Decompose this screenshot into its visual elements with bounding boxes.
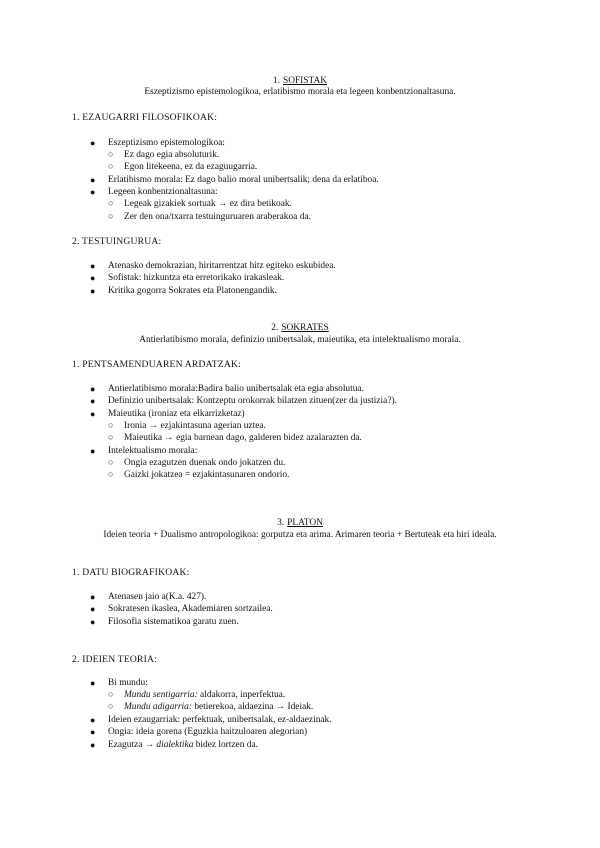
section-title-sokrates: 2. SOKRATES xyxy=(271,323,329,333)
section-name: SOFISTAK xyxy=(282,76,328,86)
section-title-sofistak: 1. SOFISTAK xyxy=(272,76,328,86)
section-subtitle: Eszeptizismo epistemologikoa, erlatibismo morala eta legeen konbentzionaltasuna. xyxy=(144,87,456,97)
heading-datu-biografikoak: 1. DATU BIOGRAFIKOAK: xyxy=(72,567,190,578)
list-datu-biografikoak xyxy=(90,591,550,628)
bullet-icon: ● xyxy=(90,727,96,738)
list-item: ● Bi mundu: ○ Mundu sentigarria: aldakorra, inperfektua. ○ Mundu adigarria: betierekoa, aldaezina → Ideiak. xyxy=(90,677,550,714)
bullet-icon: ● xyxy=(90,384,96,394)
bullet-icon: ○ xyxy=(108,161,114,172)
bullet-icon: ● xyxy=(90,592,96,602)
bullet-icon: ● xyxy=(90,408,96,419)
list-pentsamendua xyxy=(90,383,550,481)
list-item: ● Legeen konbentzionaltasuna: ○ Legeak gizakiek sortuak → ez dira betikoak. ○ Zer den ona/txarra testuinguruaren araberakoa da. xyxy=(90,186,550,223)
list-item: ● Ideien ezaugarriak: perfektuak, unibertsalak, ez-aldaezinak. xyxy=(90,714,332,725)
bullet-icon: ● xyxy=(90,396,96,407)
bullet-icon: ● xyxy=(90,678,96,688)
sub-list-item: ○ Zer den ona/txarra testuinguruaren araberakoa da. xyxy=(108,210,311,222)
bullet-icon: ● xyxy=(90,604,96,615)
list-ezaugarri xyxy=(90,137,550,223)
heading-pentsamendua: 1. PENTSAMENDUAREN ARDATZAK: xyxy=(72,359,241,370)
list-ideien-teoria xyxy=(90,677,550,751)
list-item: ● Intelektualismo morala: ○ Ongia ezagutzen duenak ondo jokatzen du. ○ Gaizki jokatzea = ezjakintasunaren ondorio. xyxy=(90,445,550,482)
list-item: ● Ezagutza → dialektika bidez lortzen da. xyxy=(90,739,258,750)
sub-list-item: ○ Mundu adigarria: betierekoa, aldaezina → Ideiak. xyxy=(108,701,314,713)
list-item: ● Erlatibismo morala: Ez dago balio moral unibertsalik; dena da erlatiboa. xyxy=(90,174,379,185)
sub-list-item: ○ Legeak gizakiek sortuak → ez dira betikoak. xyxy=(108,198,292,210)
sub-list-item: ○ Ez dago egia absoluturik. xyxy=(108,149,220,160)
section-name: SOKRATES xyxy=(281,323,329,333)
bullet-icon: ○ xyxy=(108,432,114,443)
bullet-icon: ● xyxy=(90,285,96,296)
bullet-icon: ● xyxy=(90,616,96,627)
section-subtitle: Ideien teoria + Dualismo antropologikoa: gorputza eta arima. Arimaren teoria + Bertuteak eta hiri ideala. xyxy=(103,530,497,540)
bullet-icon: ○ xyxy=(108,456,114,467)
bullet-icon: ● xyxy=(90,138,96,148)
bullet-icon: ● xyxy=(90,714,96,725)
bullet-icon: ○ xyxy=(108,419,114,430)
sub-list-item: ○ Mundu sentigarria: aldakorra, inperfektua. xyxy=(108,689,286,700)
heading-testuingurua: 2. TESTUINGURUA: xyxy=(72,236,162,247)
list-item: ● Sokratesen ikaslea, Akademiaren sortzailea. xyxy=(90,604,273,615)
sub-list-item: ○ Ongia ezagutzen duenak ondo jokatzen du. xyxy=(108,456,286,468)
bullet-icon: ● xyxy=(90,187,96,198)
list-item: ● Maieutika (ironiaz eta elkarrizketaz) ○ Ironia → ezjakintasuna agerian uztea. ○ Maieutika → egia barnean dago, galderen bidez azalarazten da. xyxy=(90,408,550,445)
sub-list-item: ○ Egon litekeena, ez da ezaguugarria. xyxy=(108,161,258,173)
list-item: ● Atenasko demokrazian, hiritarrentzat hitz egiteko eskubidea. xyxy=(90,261,336,271)
bullet-icon: ○ xyxy=(108,198,114,209)
bullet-icon: ○ xyxy=(108,701,114,712)
bullet-icon: ○ xyxy=(108,149,114,159)
bullet-icon: ● xyxy=(90,273,96,284)
bullet-icon: ○ xyxy=(108,689,114,699)
list-item: ● Sofistak: hizkuntza eta erretorikako irakasleak. xyxy=(90,273,285,284)
sub-list-item: ○ Ironia → ezjakintasuna agerian uztea. xyxy=(108,419,266,431)
bullet-icon: ● xyxy=(90,261,96,271)
list-item: ● Filosofia sistematikoa garatu zuen. xyxy=(90,616,239,627)
section-subtitle: Antierlatibismo morala, definizio unibertsalak, maieutika, eta intelektualismo morala. xyxy=(139,335,461,345)
heading-ideien-teoria: 2. IDEIEN TEORIA: xyxy=(72,654,158,665)
sub-list-item: ○ Gaizki jokatzea = ezjakintasunaren ondorio. xyxy=(108,468,290,480)
list-item: ● Definizio unibertsalak: Kontzeptu orokorrak bilatzen zituen(zer da justizia?). xyxy=(90,396,397,407)
bullet-icon: ● xyxy=(90,739,96,750)
heading-ezaugarri: 1. EZAUGARRI FILOSOFIKOAK: xyxy=(72,112,218,123)
section-title-platon: 3. PLATON xyxy=(277,518,323,528)
section-name: PLATON xyxy=(287,518,323,528)
list-item: ● Antierlatibismo morala:Badira balio unibertsalak eta egia absolutua. xyxy=(90,384,364,394)
bullet-icon: ○ xyxy=(108,468,114,479)
list-testuingurua xyxy=(90,260,550,297)
list-item: ● Eszeptizismo epistemologikoa: ○ Ez dago egia absoluturik. ○ Egon litekeena, ez da ezaguugarria. xyxy=(90,137,550,174)
sub-list-item: ○ Maieutika → egia barnean dago, galderen bidez azalarazten da. xyxy=(108,432,362,444)
bullet-icon: ● xyxy=(90,445,96,456)
bullet-icon: ○ xyxy=(108,210,114,221)
list-item: ● Atenasen jaio a(K.a. 427). xyxy=(90,592,207,602)
list-item: ● Kritika gogorra Sokrates eta Platonengandik. xyxy=(90,285,277,296)
bullet-icon: ● xyxy=(90,174,96,185)
list-item: ● Ongia: ideia gorena (Eguzkia haitzuloaren alegorian) xyxy=(90,727,308,738)
